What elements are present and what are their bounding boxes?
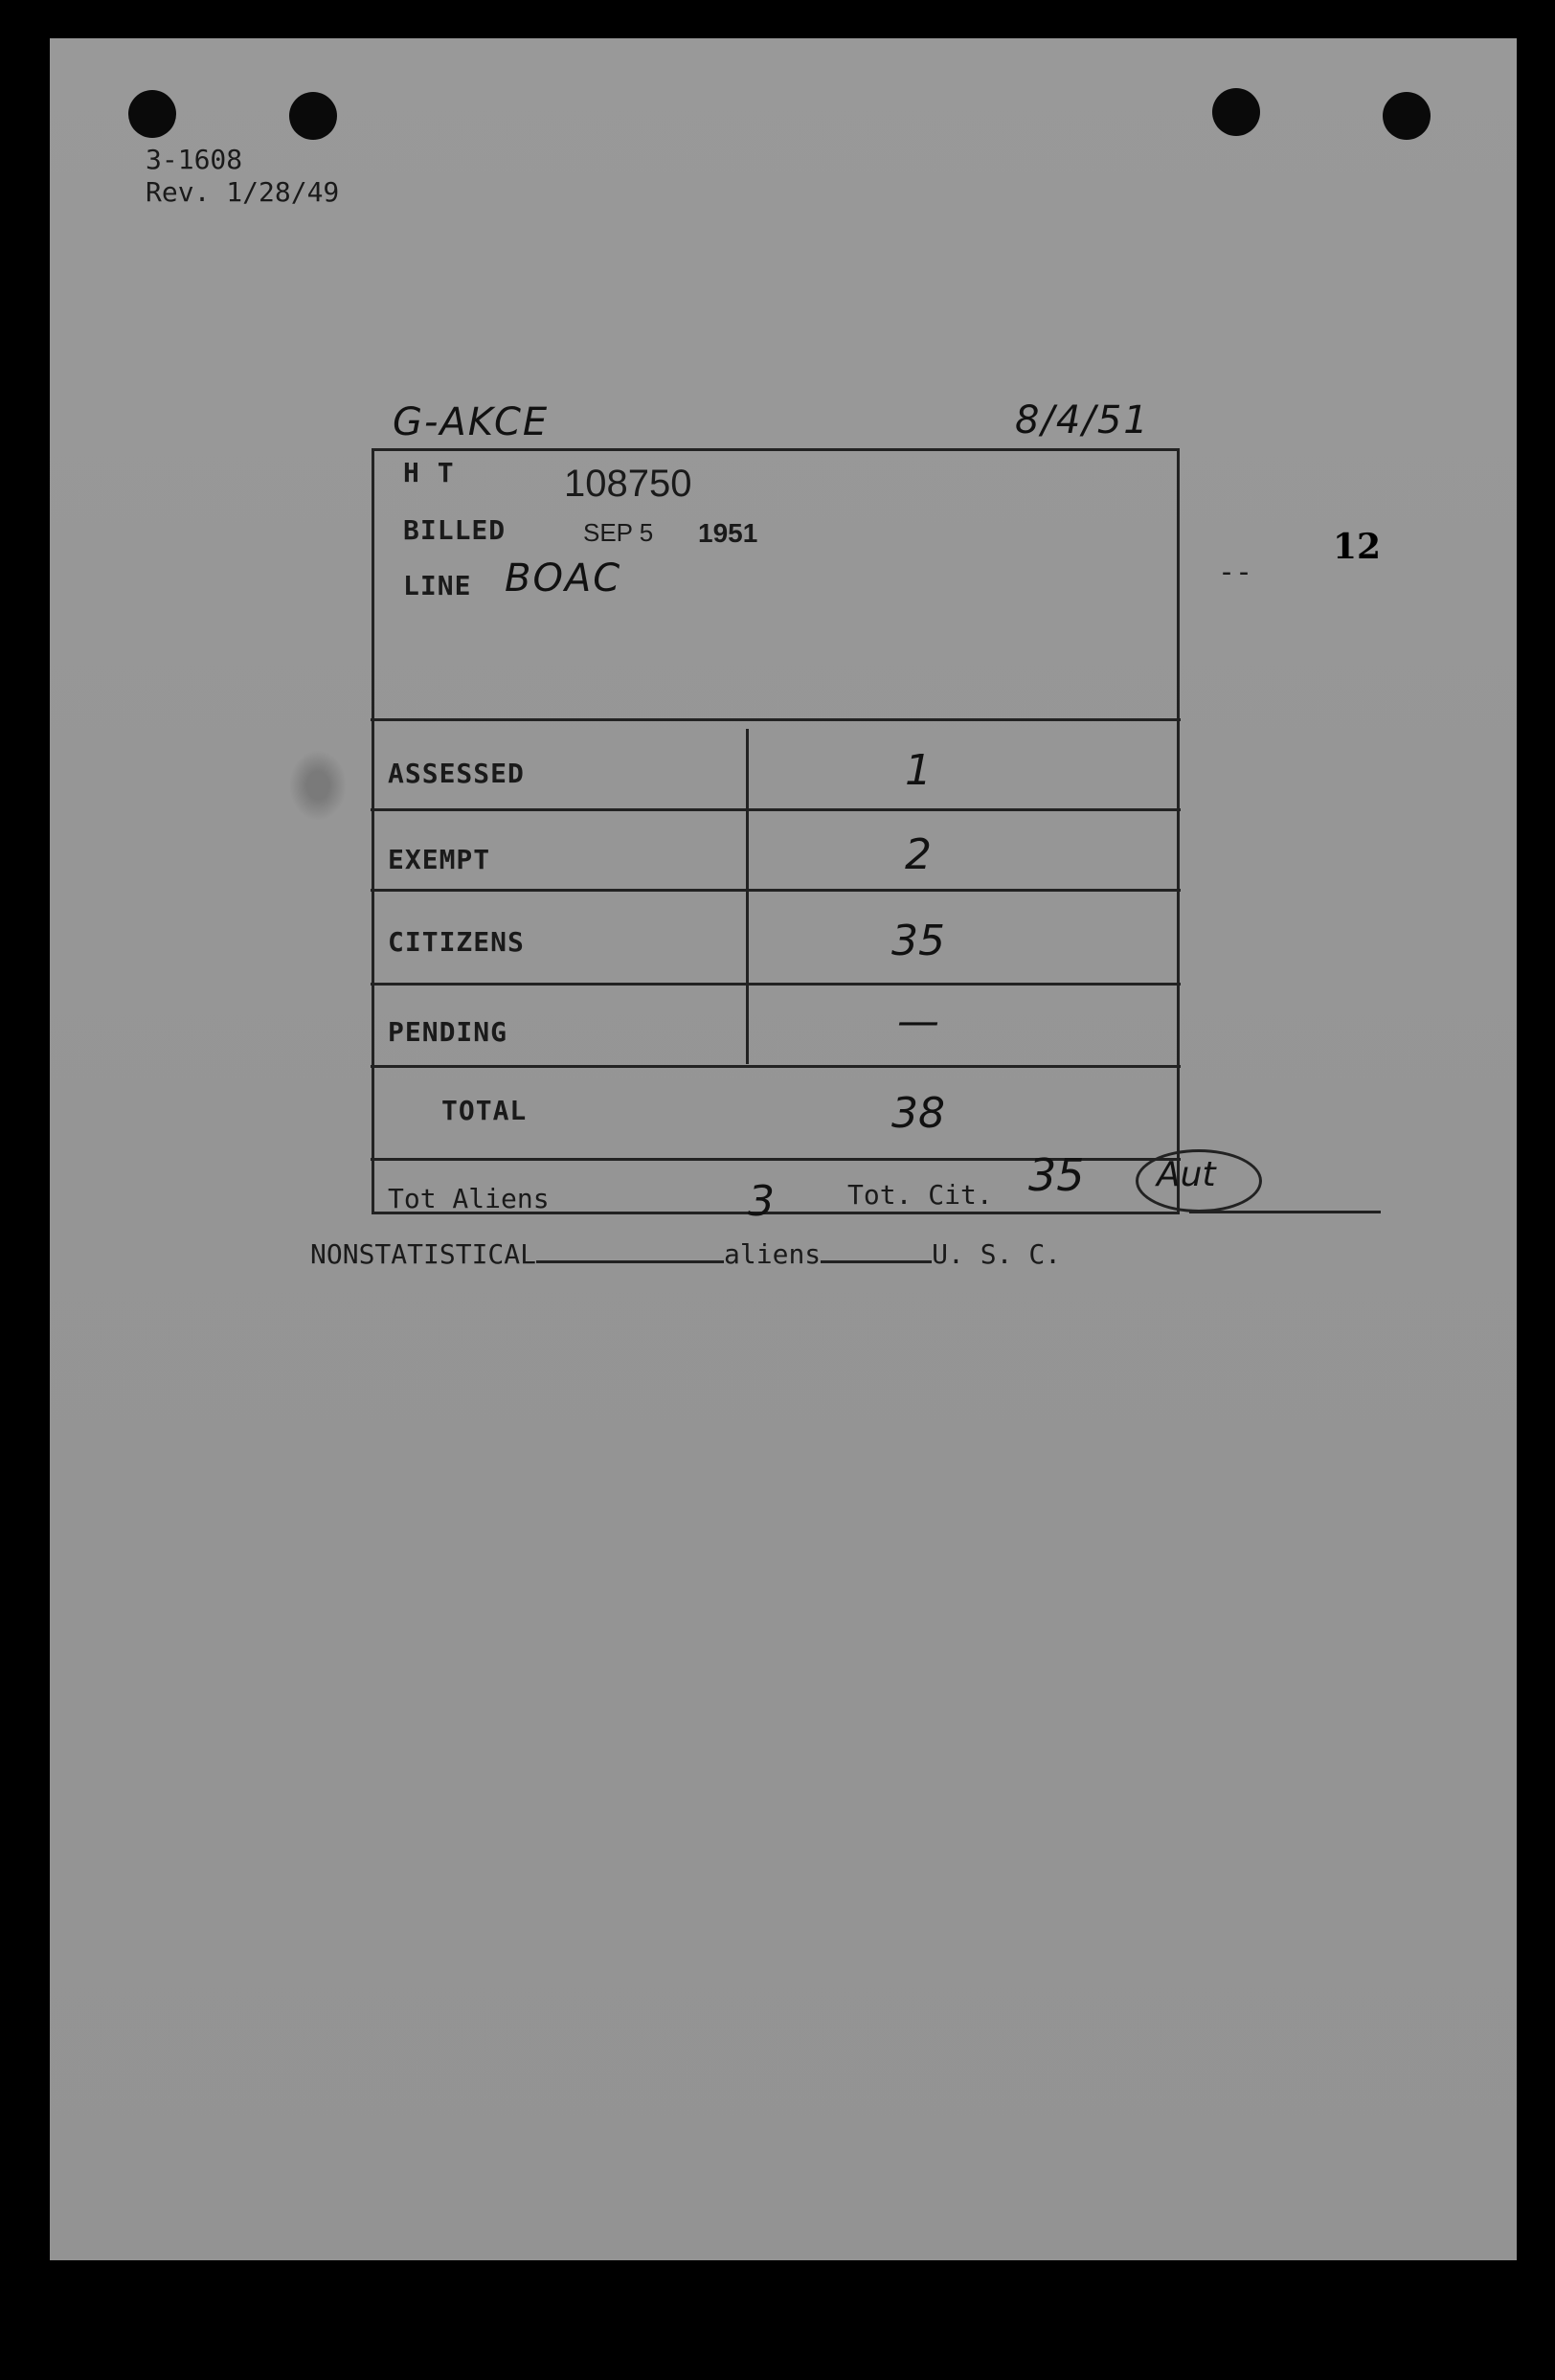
total-value: 38	[891, 1089, 945, 1138]
punch-hole	[128, 90, 176, 138]
page-number: 12	[1333, 527, 1382, 567]
aircraft-registration: G-AKCE	[393, 400, 550, 444]
form-code: 3-1608	[146, 144, 243, 175]
aliens-label: aliens	[724, 1238, 822, 1270]
initials: Aut	[1157, 1155, 1216, 1194]
line-label: LINE	[403, 570, 472, 601]
assessed-value: 1	[905, 746, 932, 795]
punch-hole	[289, 92, 337, 140]
row-divider	[371, 1065, 1181, 1068]
ht-number: 108750	[564, 463, 692, 505]
punch-hole	[1383, 92, 1431, 140]
citizens-value: 35	[891, 917, 945, 965]
punch-hole	[1212, 88, 1260, 136]
pending-label: PENDING	[388, 1016, 508, 1048]
document-page	[50, 38, 1517, 2260]
tot-cit-label: Tot. Cit.	[847, 1179, 993, 1211]
tot-aliens-value: 3	[748, 1177, 775, 1226]
row-divider	[371, 983, 1181, 986]
row-divider	[371, 718, 1181, 721]
tot-aliens-label: Tot Aliens	[388, 1183, 550, 1214]
nonstatistical-line	[310, 1235, 1061, 1270]
form-identifier	[146, 144, 339, 209]
billed-date: SEP 5	[583, 518, 654, 547]
exempt-label: EXEMPT	[388, 844, 491, 875]
line-value: BOAC	[505, 556, 622, 601]
billed-year: 1951	[698, 518, 758, 548]
row-divider	[371, 808, 1181, 811]
handwritten-date: 8/4/51	[1015, 398, 1150, 442]
tot-cit-value: 35	[1028, 1149, 1085, 1201]
usc-label: U. S. C.	[932, 1238, 1062, 1270]
usc-blank	[821, 1235, 932, 1263]
nonstatistical-label: NONSTATISTICAL	[310, 1238, 537, 1270]
initials-underline	[1189, 1211, 1381, 1213]
row-divider	[371, 889, 1181, 892]
aliens-blank	[536, 1235, 724, 1263]
total-label: TOTAL	[441, 1095, 528, 1126]
pending-value: —	[897, 997, 939, 1046]
form-revision: Rev. 1/28/49	[146, 176, 340, 208]
citizens-label: CITIZENS	[388, 926, 525, 958]
exempt-value: 2	[905, 830, 932, 879]
billing-table	[372, 448, 1180, 1226]
page-dash: --	[1218, 555, 1253, 589]
assessed-label: ASSESSED	[388, 758, 525, 789]
ht-label: H T	[403, 457, 455, 488]
column-divider	[746, 729, 749, 1064]
billed-label: BILLED	[403, 514, 507, 546]
